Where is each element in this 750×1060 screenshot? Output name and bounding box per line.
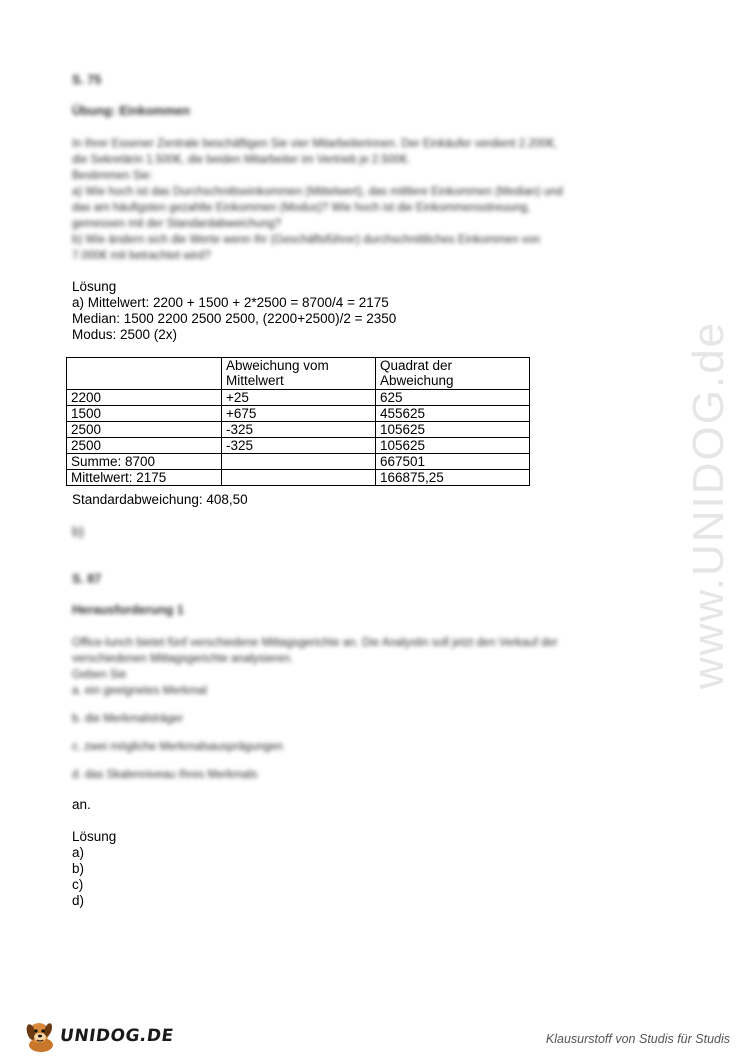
dog-mascot-icon [24,1018,58,1054]
table-cell: 2200 [67,390,222,406]
page-reference-1: S. 75 [72,73,102,87]
table-row [67,406,530,422]
table-cell: 625 [376,390,530,406]
exercise-title-1: Übung: Einkommen [72,104,191,118]
solution-item: a) [72,845,85,860]
task-item: d. das Skalenniveau Ihres Merkmals [72,769,258,781]
task-item: a. ein geeignetes Merkmal [72,685,207,697]
solution-heading-1: Lösung [72,279,117,294]
task-line: Bestimmen Sie: [72,170,153,182]
task-line: b) Wie ändern sich die Werte wenn Ihr (Geschäftsführer) durchschnittliches Einkommen von [72,234,541,246]
table-cell: 166875,25 [376,470,530,486]
deviation-table [66,357,530,486]
table-cell: -325 [222,438,376,454]
task-line: gemessen mit der Standardabweichung? [72,218,282,230]
task-line: In Ihrer Essener Zentrale beschäftigen Sie vier Mitarbeiterinnen. Der Einkäufer verdient 2.200€, [72,138,558,150]
table-cell: 2500 [67,438,222,454]
watermark [686,280,732,730]
logo-text: UNIDOG.DE [58,1026,175,1046]
solution-item: d) [72,893,85,908]
task-line: das am häufigsten gezahlte Einkommen (Modus)? Wie hoch ist die Einkommensstreuung, [72,202,531,214]
table-header-row [67,358,530,390]
task-line: Geben Sie [72,669,127,681]
table-row [67,422,530,438]
mean-calculation: a) Mittelwert: 2200 + 1500 + 2*2500 = 8700/4 = 2175 [72,295,389,310]
table-cell [222,454,376,470]
task-line: 7.000€ mit betrachtet wird? [72,250,211,262]
solution-item: c) [72,877,84,892]
table-cell: +675 [222,406,376,422]
table-cell: +25 [222,390,376,406]
table-header-cell: Quadrat der Abweichung [376,358,530,390]
task-closing: an. [72,797,91,812]
solution-heading-2: Lösung [72,829,117,844]
table-cell: Mittelwert: 2175 [67,470,222,486]
median-calculation: Median: 1500 2200 2500 2500, (2200+2500)/2 = 2350 [72,311,397,326]
table-row [67,470,530,486]
part-b-label: b) [72,524,85,539]
unidog-logo[interactable] [24,1016,174,1056]
mode-result: Modus: 2500 (2x) [72,327,178,342]
table-row [67,454,530,470]
table-row [67,438,530,454]
table-cell: 667501 [376,454,530,470]
table-cell: 1500 [67,406,222,422]
task-item: b. die Merkmalsträger [72,713,184,725]
task-text-1 [72,136,672,264]
table-header-cell: Abweichung vom Mittelwert [222,358,376,390]
task-line: a) Wie hoch ist das Durchschnittseinkommen (Mittelwert), das mittlere Einkommen (Median) und [72,186,563,198]
solution-item: b) [72,861,85,876]
table-cell: Summe: 8700 [67,454,222,470]
table-row [67,390,530,406]
table-cell [222,470,376,486]
page-reference-2: S. 87 [72,572,102,586]
task-line: verschiedenen Mittagsgerichte analysieren. [72,653,294,665]
standard-deviation-result: Standardabweichung: 408,50 [72,492,248,507]
table-cell: 105625 [376,422,530,438]
table-cell: 2500 [67,422,222,438]
task-line: die Sekretärin 1.500€, die beiden Mitarbeiter im Vertrieb je 2.500€. [72,154,411,166]
table-cell: -325 [222,422,376,438]
watermark-text: www.UNIDOG.de [684,320,734,690]
task-item: c. zwei mögliche Merkmalsausprägungen [72,741,283,753]
table-cell: 455625 [376,406,530,422]
table-cell: 105625 [376,438,530,454]
task-text-2 [72,635,672,683]
table-header-cell [67,358,222,390]
exercise-title-2: Herausforderung 1 [72,603,184,617]
task-line: Office-lunch bietet fünf verschiedene Mittagsgerichte an. Die Analystin soll jetzt den Verkauf der [72,637,558,649]
footer-tagline: Klausurstoff von Studis für Studis [545,1032,730,1046]
